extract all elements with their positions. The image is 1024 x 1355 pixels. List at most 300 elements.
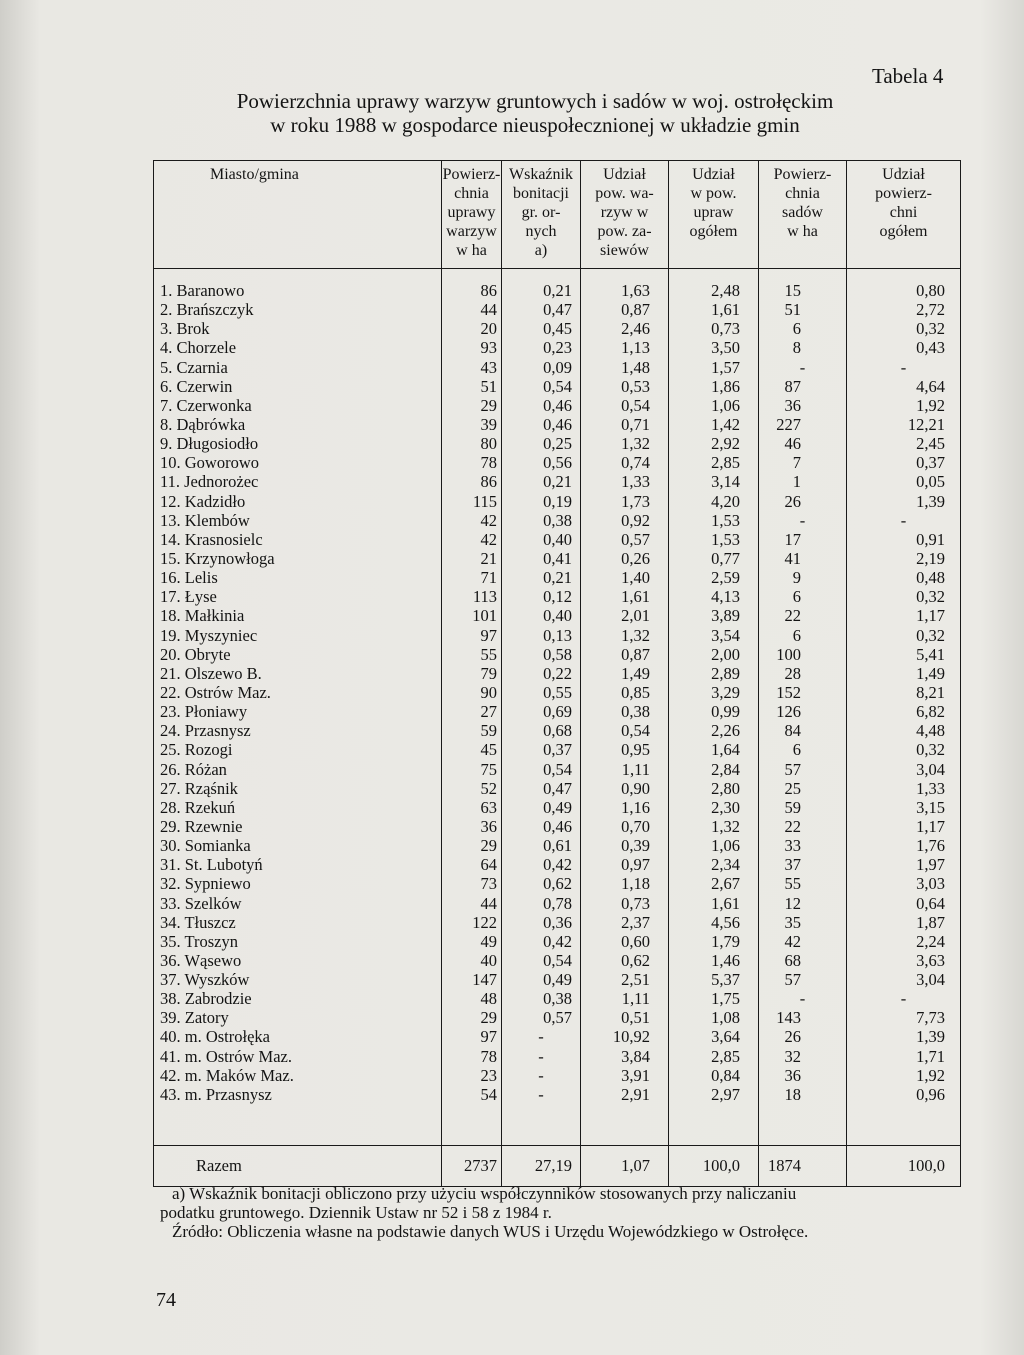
- table-cell: 1,53: [711, 529, 740, 549]
- table-cell: 1,63: [621, 281, 650, 300]
- table-cell: 1,92: [916, 1065, 945, 1085]
- table-cell: 1,13: [621, 338, 650, 358]
- row-label: 35. Troszyn: [160, 931, 238, 951]
- table-cell: -: [900, 989, 907, 1009]
- table-cell: 1,06: [711, 395, 740, 415]
- table-cell: 45: [480, 740, 497, 760]
- table-cell: 0,46: [543, 414, 572, 434]
- table-cell: 80: [480, 434, 497, 454]
- header-orchard-share: Udział powierz- chni ogółem: [846, 161, 960, 268]
- table-cell: 37: [784, 855, 801, 875]
- table-cell: 6: [792, 587, 801, 607]
- table-cell: 1,39: [916, 1027, 945, 1047]
- title-line-2: w roku 1988 w gospodarce nieuspołecznionej w układzie gmin: [270, 113, 800, 137]
- table-cell: 0,56: [543, 453, 572, 473]
- table-cell: 3,04: [916, 970, 945, 990]
- table-cell: 68: [784, 950, 801, 970]
- table-cell: 0,95: [621, 740, 650, 760]
- table-cell: 0,68: [543, 721, 572, 741]
- table-title: [150, 89, 920, 137]
- table-cell: 4,48: [916, 721, 945, 741]
- table-cell: 43: [480, 357, 497, 377]
- table-cell: 0,90: [621, 778, 650, 798]
- table-cell: 0,12: [543, 587, 572, 607]
- table-cell: 2,59: [711, 568, 740, 588]
- table-cell: 0,05: [916, 472, 945, 492]
- page-number: 74: [156, 1289, 176, 1311]
- table-cell: 1,32: [621, 434, 650, 454]
- row-label: 30. Somianka: [160, 836, 251, 856]
- table-cell: 73: [480, 874, 497, 894]
- table-cell: 6: [792, 740, 801, 760]
- table-cell: 8,21: [916, 682, 945, 702]
- column-orchard-area: [758, 269, 846, 1145]
- table-cell: 0,19: [543, 491, 572, 511]
- row-label: 2. Brańszczyk: [160, 300, 254, 320]
- row-label: 27. Rząśnik: [160, 778, 238, 798]
- column-share-total: [668, 269, 758, 1145]
- total-cell: 27,19: [501, 1146, 580, 1186]
- table-cell: 6: [792, 625, 801, 645]
- table-cell: 44: [480, 893, 497, 913]
- table-cell: 0,73: [711, 319, 740, 339]
- row-label: 29. Rzewnie: [160, 816, 243, 836]
- table-cell: 0,57: [543, 1008, 572, 1028]
- table-cell: 9: [792, 568, 801, 588]
- table-cell: 1,32: [711, 816, 740, 836]
- table-cell: 29: [480, 395, 497, 415]
- table-cell: 1,79: [711, 931, 740, 951]
- table-cell: 7: [792, 453, 801, 473]
- table-cell: 2,48: [711, 281, 740, 300]
- table-cell: 36: [480, 816, 497, 836]
- table-cell: 3,63: [916, 950, 945, 970]
- row-label: 6. Czerwin: [160, 376, 233, 396]
- table-cell: 44: [480, 300, 497, 320]
- table-cell: 0,70: [621, 816, 650, 836]
- table-cell: 86: [480, 472, 497, 492]
- table-cell: 0,91: [916, 529, 945, 549]
- table-cell: 2,26: [711, 721, 740, 741]
- table-cell: 0,37: [543, 740, 572, 760]
- table-cell: 2,19: [916, 548, 945, 568]
- table-cell: 97: [480, 1027, 497, 1047]
- table-cell: 3,64: [711, 1027, 740, 1047]
- table-cell: 36: [784, 395, 801, 415]
- table-cell: 75: [480, 759, 497, 779]
- table-cell: 41: [784, 548, 801, 568]
- table-cell: 0,46: [543, 816, 572, 836]
- table-cell: 1,61: [621, 587, 650, 607]
- table-cell: 2,34: [711, 855, 740, 875]
- table-cell: 0,39: [621, 836, 650, 856]
- column-orchard-share: [846, 269, 960, 1145]
- table-cell: 71: [480, 568, 497, 588]
- table-cell: 0,84: [711, 1065, 740, 1085]
- table-cell: 15: [784, 281, 801, 300]
- table-cell: 0,54: [543, 950, 572, 970]
- table-cell: -: [799, 989, 806, 1009]
- table-cell: 3,89: [711, 606, 740, 626]
- column-soil-index: [501, 269, 580, 1145]
- total-cell: 100,0: [668, 1146, 758, 1186]
- table-cell: 78: [480, 1046, 497, 1066]
- table-cell: 2,67: [711, 874, 740, 894]
- table-cell: 7,73: [916, 1008, 945, 1028]
- table-cell: 1,42: [711, 414, 740, 434]
- table-cell: 2,30: [711, 797, 740, 817]
- table-cell: 39: [480, 414, 497, 434]
- table-cell: 143: [776, 1008, 801, 1028]
- row-label: 32. Sypniewo: [160, 874, 251, 894]
- row-label: 5. Czarnia: [160, 357, 228, 377]
- table-cell: 28: [784, 663, 801, 683]
- table-cell: 0,25: [543, 434, 572, 454]
- table-cell: 4,13: [711, 587, 740, 607]
- table-cell: 0,21: [543, 568, 572, 588]
- table-cell: 0,38: [543, 989, 572, 1009]
- table-cell: 5,41: [916, 644, 945, 664]
- table-cell: 0,58: [543, 644, 572, 664]
- table-cell: 0,42: [543, 931, 572, 951]
- table-cell: 1,61: [711, 893, 740, 913]
- footnote-continued: podatku gruntowego. Dziennik Ustaw nr 52 i 58 z 1984 r.: [160, 1203, 552, 1222]
- table-cell: 0,32: [916, 625, 945, 645]
- table-cell: 1,08: [711, 1008, 740, 1028]
- table-cell: 97: [480, 625, 497, 645]
- table-cell: 27: [480, 702, 497, 722]
- table-cell: 115: [472, 491, 497, 511]
- row-label: 11. Jednorożec: [160, 472, 259, 492]
- data-table: [153, 160, 961, 1187]
- table-cell: 0,36: [543, 912, 572, 932]
- table-cell: 1,49: [621, 663, 650, 683]
- table-cell: 1,17: [916, 606, 945, 626]
- source-note: Źródło: Obliczenia własne na podstawie danych WUS i Urzędu Wojewódzkiego w Ostrołęce.: [172, 1222, 809, 1241]
- table-cell: 1,40: [621, 568, 650, 588]
- table-cell: 100: [776, 644, 801, 664]
- row-label: 17. Łyse: [160, 587, 217, 607]
- row-label: 26. Różan: [160, 759, 227, 779]
- table-cell: 0,54: [543, 759, 572, 779]
- table-cell: 0,49: [543, 797, 572, 817]
- table-cell: 3,54: [711, 625, 740, 645]
- table-cell: 0,40: [543, 606, 572, 626]
- header-soil-index: Wskaźnik bonitacji gr. or- nych a): [501, 161, 580, 268]
- table-cell: 59: [480, 721, 497, 741]
- row-label: 43. m. Przasnysz: [160, 1084, 272, 1104]
- table-cell: 1,17: [916, 816, 945, 836]
- row-label: 40. m. Ostrołęka: [160, 1027, 270, 1047]
- table-cell: 1,87: [916, 912, 945, 932]
- table-cell: 0,48: [916, 568, 945, 588]
- table-cell: 0,26: [621, 548, 650, 568]
- table-cell: 5,37: [711, 970, 740, 990]
- table-cell: 0,45: [543, 319, 572, 339]
- table-cell: 2,72: [916, 300, 945, 320]
- table-cell: 0,54: [621, 721, 650, 741]
- table-cell: 3,15: [916, 797, 945, 817]
- table-cell: 0,40: [543, 529, 572, 549]
- table-cell: 22: [784, 816, 801, 836]
- table-cell: 87: [784, 376, 801, 396]
- table-cell: 1,71: [916, 1046, 945, 1066]
- header-share-sown: Udział pow. wa- rzyw w pow. za- siewów: [580, 161, 668, 268]
- table-cell: 1,16: [621, 797, 650, 817]
- table-cell: 0,21: [543, 472, 572, 492]
- table-cell: 0,32: [916, 319, 945, 339]
- total-cell: 1,07: [580, 1146, 668, 1186]
- table-cell: 2,85: [711, 1046, 740, 1066]
- table-cell: 1,73: [621, 491, 650, 511]
- table-cell: 0,51: [621, 1008, 650, 1028]
- table-cell: 3,50: [711, 338, 740, 358]
- row-label: 23. Płoniawy: [160, 702, 248, 722]
- table-cell: 1,61: [711, 300, 740, 320]
- table-cell: 0,62: [543, 874, 572, 894]
- table-cell: 20: [480, 319, 497, 339]
- table-cell: 42: [480, 510, 497, 530]
- table-cell: 4,56: [711, 912, 740, 932]
- table-cell: 54: [480, 1084, 497, 1104]
- table-cell: 0,62: [621, 950, 650, 970]
- table-cell: 0,57: [621, 529, 650, 549]
- row-label: 33. Szelków: [160, 893, 242, 913]
- row-label: 25. Rozogi: [160, 740, 233, 760]
- total-label: Razem: [196, 1156, 242, 1175]
- table-cell: 36: [784, 1065, 801, 1085]
- table-cell: -: [900, 357, 907, 377]
- table-cell: 0,54: [543, 376, 572, 396]
- table-cell: 1,46: [711, 950, 740, 970]
- row-label: 42. m. Maków Maz.: [160, 1065, 294, 1085]
- table-cell: 1,11: [621, 989, 650, 1009]
- table-cell: 1,57: [711, 357, 740, 377]
- table-cell: 3,91: [621, 1065, 650, 1085]
- table-cell: 86: [480, 281, 497, 300]
- footnote: a) Wskaźnik bonitacji obliczono przy użyciu współczynników stosowanych przy naliczaniu: [172, 1184, 797, 1203]
- table-cell: 0,61: [543, 836, 572, 856]
- row-label: 10. Goworowo: [160, 453, 259, 473]
- table-cell: 101: [472, 606, 497, 626]
- table-cell: 17: [784, 529, 801, 549]
- table-cell: 2,46: [621, 319, 650, 339]
- row-label: 21. Olszewo B.: [160, 663, 262, 683]
- row-label: 18. Małkinia: [160, 606, 245, 626]
- table-cell: 2,92: [711, 434, 740, 454]
- table-cell: 2,89: [711, 663, 740, 683]
- table-cell: 1,76: [916, 836, 945, 856]
- table-cell: 227: [776, 414, 801, 434]
- row-label: 20. Obryte: [160, 644, 231, 664]
- column-vegetable-area: [441, 269, 501, 1145]
- row-label: 36. Wąsewo: [160, 950, 242, 970]
- title-line-1: Powierzchnia uprawy warzyw gruntowych i sadów w woj. ostrołęckim: [236, 89, 834, 113]
- table-cell: 1,75: [711, 989, 740, 1009]
- table-cell: 29: [480, 1008, 497, 1028]
- table-cell: 51: [784, 300, 801, 320]
- table-cell: 0,38: [543, 510, 572, 530]
- table-cell: 0,80: [916, 281, 945, 300]
- table-cell: 0,21: [543, 281, 572, 300]
- row-label: 9. Długosiodło: [160, 434, 259, 454]
- table-cell: 0,77: [711, 548, 740, 568]
- table-cell: 0,23: [543, 338, 572, 358]
- column-municipality: [154, 269, 441, 1145]
- table-cell: 2,91: [621, 1084, 650, 1104]
- row-label: 7. Czerwonka: [160, 395, 252, 415]
- row-label: 39. Zatory: [160, 1008, 229, 1028]
- table-cell: 0,38: [621, 702, 650, 722]
- table-cell: 0,22: [543, 663, 572, 683]
- table-cell: 90: [480, 682, 497, 702]
- table-cell: -: [538, 1065, 544, 1085]
- table-cell: -: [538, 1027, 544, 1047]
- table-cell: 12,21: [907, 414, 945, 434]
- table-cell: 0,13: [543, 625, 572, 645]
- table-cell: 2,85: [711, 453, 740, 473]
- total-row: [154, 1146, 960, 1186]
- table-cell: 3,03: [916, 874, 945, 894]
- table-cell: 0,43: [916, 338, 945, 358]
- table-cell: 1,97: [916, 855, 945, 875]
- table-cell: 26: [784, 491, 801, 511]
- table-cell: 0,42: [543, 855, 572, 875]
- table-cell: 3,04: [916, 759, 945, 779]
- header-municipality: Miasto/gmina: [210, 166, 299, 183]
- table-cell: 1,32: [621, 625, 650, 645]
- table-cell: 22: [784, 606, 801, 626]
- table-cell: 49: [480, 931, 497, 951]
- table-cell: 52: [480, 778, 497, 798]
- table-cell: 1: [792, 472, 801, 492]
- table-cell: 46: [784, 434, 801, 454]
- table-cell: 35: [784, 912, 801, 932]
- table-cell: 0,78: [543, 893, 572, 913]
- table-cell: 42: [784, 931, 801, 951]
- table-header: [154, 161, 960, 269]
- header-share-total: Udział w pow. upraw ogółem: [668, 161, 758, 268]
- table-cell: 0,53: [621, 376, 650, 396]
- table-cell: 64: [480, 855, 497, 875]
- total-cell: 2737: [441, 1146, 501, 1186]
- table-cell: 0,49: [543, 970, 572, 990]
- table-cell: 1,48: [621, 357, 650, 377]
- table-cell: 0,32: [916, 587, 945, 607]
- table-cell: 32: [784, 1046, 801, 1066]
- table-cell: 4,64: [916, 376, 945, 396]
- table-cell: 0,55: [543, 682, 572, 702]
- table-cell: 152: [776, 682, 801, 702]
- table-cell: 3,14: [711, 472, 740, 492]
- table-cell: 55: [480, 644, 497, 664]
- row-label: 34. Tłuszcz: [160, 912, 236, 932]
- table-cell: 0,69: [543, 702, 572, 722]
- table-cell: 0,87: [621, 644, 650, 664]
- table-cell: 147: [472, 970, 497, 990]
- table-cell: 0,74: [621, 453, 650, 473]
- table-cell: 1,49: [916, 663, 945, 683]
- table-cell: 1,92: [916, 395, 945, 415]
- table-cell: 2,80: [711, 778, 740, 798]
- table-cell: -: [538, 1084, 544, 1104]
- row-label: 16. Lelis: [160, 568, 218, 588]
- table-cell: 59: [784, 797, 801, 817]
- table-cell: 40: [480, 950, 497, 970]
- table-cell: 51: [480, 376, 497, 396]
- table-cell: 0,99: [711, 702, 740, 722]
- table-cell: 0,96: [916, 1084, 945, 1104]
- table-cell: 57: [784, 759, 801, 779]
- table-cell: 1,33: [621, 472, 650, 492]
- table-cell: 1,11: [621, 759, 650, 779]
- table-cell: 2,01: [621, 606, 650, 626]
- table-cell: -: [900, 510, 907, 530]
- table-cell: 2,45: [916, 434, 945, 454]
- table-cell: 2,51: [621, 970, 650, 990]
- table-cell: 113: [472, 587, 497, 607]
- row-label: 3. Brok: [160, 319, 210, 339]
- header-vegetable-area: Powierz- chnia uprawy warzyw w ha: [441, 161, 501, 268]
- table-cell: 25: [784, 778, 801, 798]
- table-cell: 0,97: [621, 855, 650, 875]
- table-cell: 0,41: [543, 548, 572, 568]
- table-cell: 1,33: [916, 778, 945, 798]
- row-label: 8. Dąbrówka: [160, 414, 246, 434]
- table-cell: 1,53: [711, 510, 740, 530]
- table-label: Tabela 4: [872, 64, 944, 88]
- total-cell: 1874: [758, 1146, 846, 1186]
- row-label: 15. Krzynowłoga: [160, 548, 275, 568]
- table-cell: 126: [776, 702, 801, 722]
- row-label: 38. Zabrodzie: [160, 989, 252, 1009]
- row-label: 1. Baranowo: [160, 281, 245, 300]
- row-label: 28. Rzekuń: [160, 797, 236, 817]
- table-cell: 0,46: [543, 395, 572, 415]
- header-orchard-area: Powierz- chnia sadów w ha: [758, 161, 846, 268]
- table-cell: 122: [472, 912, 497, 932]
- table-cell: 0,37: [916, 453, 945, 473]
- table-cell: 93: [480, 338, 497, 358]
- table-cell: 2,97: [711, 1084, 740, 1104]
- table-cell: 1,06: [711, 836, 740, 856]
- table-cell: 0,47: [543, 300, 572, 320]
- table-cell: -: [538, 1046, 544, 1066]
- table-cell: 1,18: [621, 874, 650, 894]
- row-label: 31. St. Lubotyń: [160, 855, 263, 875]
- table-cell: 0,71: [621, 414, 650, 434]
- table-cell: 8: [792, 338, 801, 358]
- total-cell: 100,0: [846, 1146, 960, 1186]
- table-cell: 0,32: [916, 740, 945, 760]
- table-cell: 23: [480, 1065, 497, 1085]
- table-cell: 0,60: [621, 931, 650, 951]
- table-cell: 79: [480, 663, 497, 683]
- table-cell: 55: [784, 874, 801, 894]
- table-cell: 2,37: [621, 912, 650, 932]
- row-label: 19. Myszyniec: [160, 625, 258, 645]
- table-cell: 0,87: [621, 300, 650, 320]
- table-cell: 3,84: [621, 1046, 650, 1066]
- table-cell: 1,39: [916, 491, 945, 511]
- table-cell: 6: [792, 319, 801, 339]
- row-label: 12. Kadzidło: [160, 491, 246, 511]
- table-cell: -: [799, 357, 806, 377]
- table-cell: 2,84: [711, 759, 740, 779]
- row-label: 13. Klembów: [160, 510, 250, 530]
- table-cell: 2,00: [711, 644, 740, 664]
- table-cell: 0,73: [621, 893, 650, 913]
